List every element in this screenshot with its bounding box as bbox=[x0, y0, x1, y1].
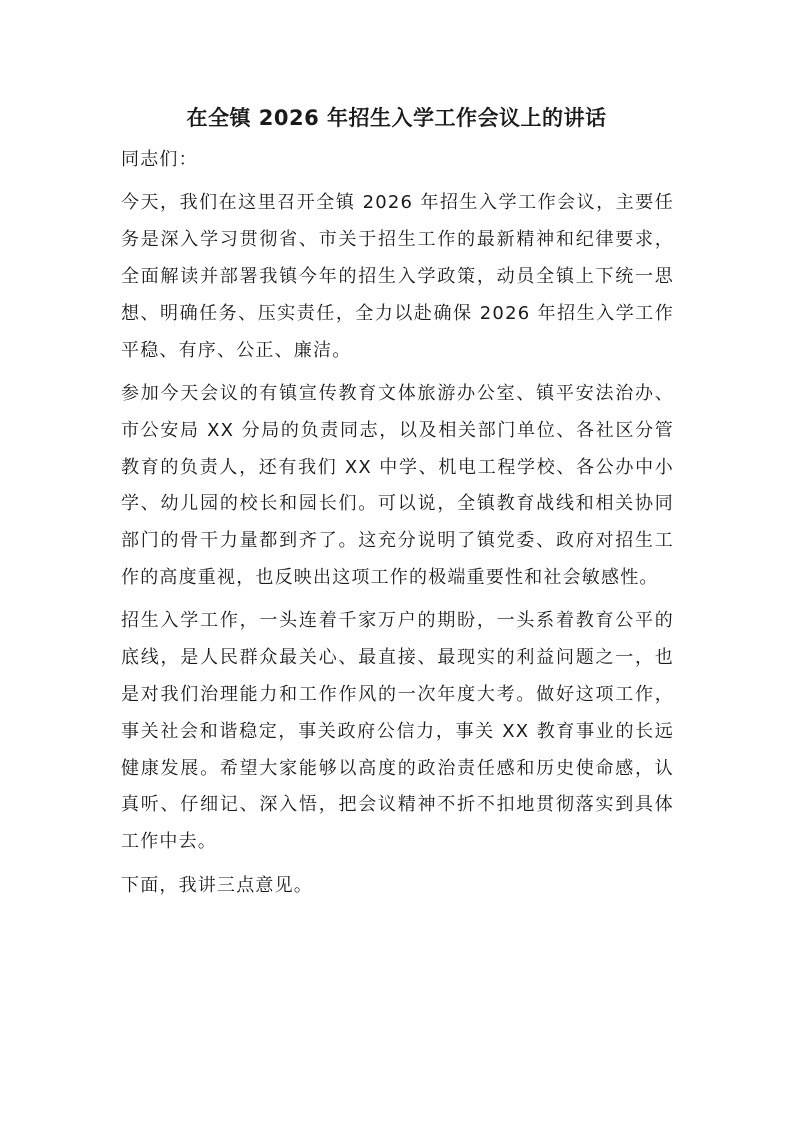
document-body bbox=[121, 142, 674, 904]
paragraph-transition: 下面，我讲三点意见。 bbox=[121, 874, 313, 896]
salutation: 同志们： bbox=[121, 149, 198, 170]
paragraph-opening: 今天，我们在这里召开全镇 2026 年招生入学工作会议，主要任务是深入学习贯彻省、市关于招生工作的最新精神和纪律要求，全面解读并部署我镇今年的招生入学政策，动员全镇上下统一思想、明确任务、压实责任，全力以赴确保 2026 年招生入学工作平稳、有序、公正、廉洁。 bbox=[121, 192, 674, 361]
paragraph-significance: 招生入学工作，一头连着千家万户的期盼，一头系着教育公平的底线，是人民群众最关心、最直接、最现实的利益问题之一，也是对我们治理能力和工作作风的一次年度大考。做好这项工作，事关社会和谐稳定，事关政府公信力，事关 XX 教育事业的长远健康发展。希望大家能够以高度的政治责任感和历史使命感，认真听、仔细记、深入悟，把会议精神不折不扣地贯彻落实到具体工作中去。 bbox=[121, 610, 674, 853]
document-title: 在全镇 2026 年招生入学工作会议上的讲话 bbox=[186, 106, 607, 130]
paragraph-attendees: 参加今天会议的有镇宣传教育文体旅游办公室、镇平安法治办、市公安局 XX 分局的负责同志，以及相关部门单位、各社区分管教育的负责人，还有我们 XX 中学、机电工程学校、各公办中小学、幼儿园的校长和园长们。可以说，全镇教育战线和相关协同部门的骨干力量都到齐了。这充分说明了镇党委、政府对招生工作的高度重视，也反映出这项工作的极端重要性和社会敏感性。 bbox=[121, 382, 674, 588]
